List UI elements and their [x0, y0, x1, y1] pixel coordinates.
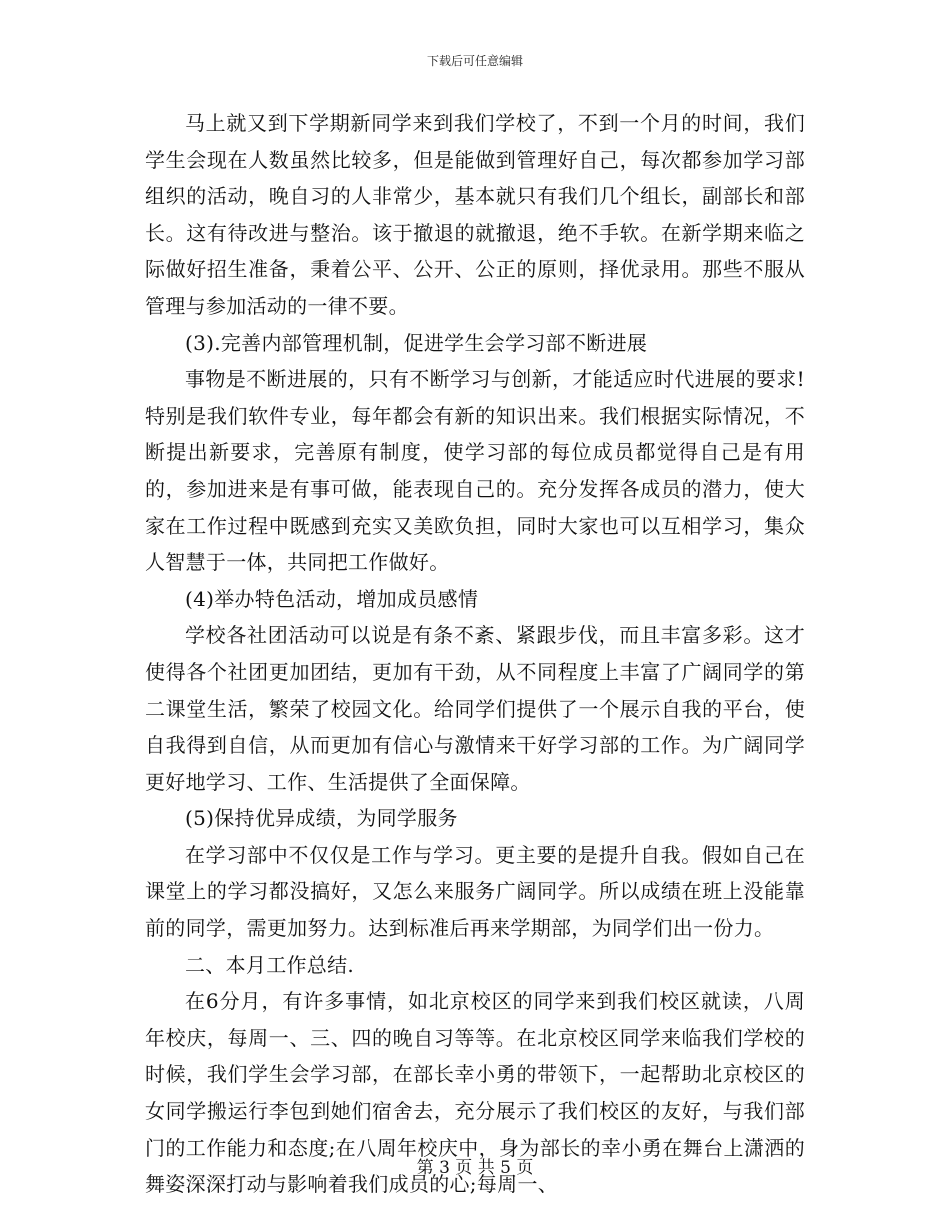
page-number-footer: 第 3 页 共 5 页 [416, 1158, 534, 1178]
page-header-note: 下载后可任意编辑 [426, 54, 523, 68]
heading-monthly-summary: 二、本月工作总结. [185, 952, 355, 977]
heading-internal-management: (3).完善内部管理机制，促进学生会学习部不断进展 [185, 330, 648, 355]
paragraph-monthly-events: 在6分月，有许多事情，如北京校区的同学来到我们校区就读，八周年校庆，每周一、三、四的晚自习等等。在北京校区同学来临我们学校的时候，我们学生会学习部，在部长幸小勇的带领下，一起帮助北京校区的女同学搬运行李包到她们宿舍去，充分展示了我们校区的友好，与我们部门的工作能力和态度;在八周年校庆中，身为部长的幸小勇在舞台上潇洒的舞姿深深打动与影响着我们成员的心;每周一、 [145, 989, 805, 1197]
heading-special-activities: (4)举办特色活动，增加成员感情 [185, 586, 479, 611]
document-body [145, 105, 805, 1203]
paragraph-development: 事物是不断进展的，只有不断学习与创新，才能适应时代进展的要求!特别是我们软件专业，每年都会有新的知识出来。我们根据实际情况，不断提出新要求，完善原有制度，使学习部的每位成员都觉得自己是有用的，参加进来是有事可做，能表现自己的。充分发挥各成员的潜力，使大家在工作过程中既感到充实又美欧负担，同时大家也可以互相学习，集众人智慧于一体，共同把工作做好。 [145, 367, 805, 575]
paragraph-recruitment: 马上就又到下学期新同学来到我们学校了，不到一个月的时间，我们学生会现在人数虽然比较多，但是能做到管理好自己，每次都参加学习部组织的活动，晚自习的人非常少，基本就只有我们几个组长，副部长和部长。这有待改进与整治。该于撤退的就撤退，绝不手软。在新学期来临之际做好招生准备，秉着公平、公开、公正的原则，择优录用。那些不服从管理与参加活动的一律不要。 [145, 111, 805, 318]
heading-keep-grades: (5)保持优异成绩，为同学服务 [185, 806, 458, 831]
paragraph-self-improvement: 在学习部中不仅仅是工作与学习。更主要的是提升自我。假如自己在课堂上的学习都没搞好，又怎么来服务广阔同学。所以成绩在班上没能靠前的同学，需更加努力。达到标准后再来学期部，为同学们出一份力。 [145, 842, 805, 941]
paragraph-club-activities: 学校各社团活动可以说是有条不紊、紧跟步伐，而且丰富多彩。这才使得各个社团更加团结，更加有干劲，从不同程度上丰富了广阔同学的第二课堂生活，繁荣了校园文化。给同学们提供了一个展示自我的平台，使自我得到自信，从而更加有信心与激情来干好学习部的工作。为广阔同学更好地学习、工作、生活提供了全面保障。 [145, 623, 805, 794]
